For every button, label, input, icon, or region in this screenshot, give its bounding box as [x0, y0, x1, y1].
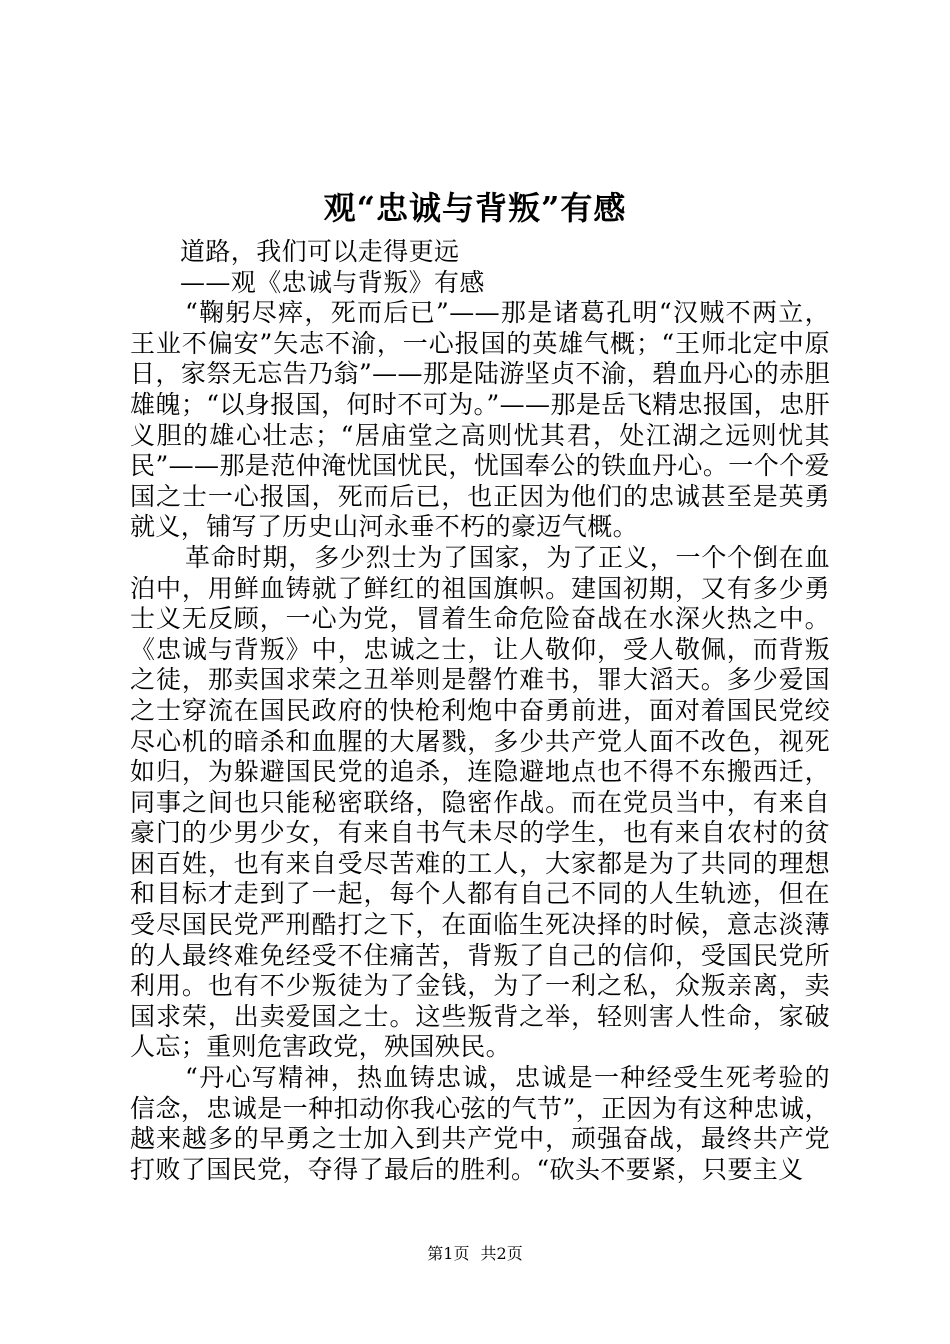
paragraph-1: “鞠躬尽瘁，死而后已”——那是诸葛孔明“汉贼不两立，王业不偏安”矢志不渝，一心报国的英雄气概；“王师北定中原日，家祭无忘告乃翁”——那是陆游坚贞不渝，碧血丹心的赤胆雄魄；“以身报国，何时不可为。”——那是岳飞精忠报国，忠肝义胆的雄心壮志；“居庙堂之高则忧其君，处江湖之远则忧其民”——那是范仲淹忧国忧民，忧国奉公的铁血丹心。一个个爱国之士一心报国，死而后已，也正因为他们的忠诚甚至是英勇就义，铺写了历史山河永垂不朽的豪迈气概。 [130, 298, 830, 542]
paragraph-2: 革命时期，多少烈士为了国家，为了正义，一个个倒在血泊中，用鲜血铸就了鲜红的祖国旗帜。建国初期，又有多少勇士义无反顾，一心为党，冒着生命危险奋战在水深火热之中。《忠诚与背叛》中，忠诚之士，让人敬仰，受人敬佩，而背叛之徒，那卖国求荣之丑举则是罄竹难书，罪大滔天。多少爱国之士穿流在国民政府的快枪利炮中奋勇前进，面对着国民党绞尽心机的暗杀和血腥的大屠戮，多少共产党人面不改色，视死如归，为躲避国民党的追杀，连隐避地点也不得不东搬西迁，同事之间也只能秘密联络，隐密作战。而在党员当中，有来自豪门的少男少女，有来自书气未尽的学生，也有来自农村的贫困百姓，也有来自受尽苦难的工人，大家都是为了共同的理想和目标才走到了一起，每个人都有自己不同的人生轨迹，但在受尽国民党严刑酷打之下，在面临生死决择的时候，意志淡薄的人最终难免经受不住痛苦，背叛了自己的信仰，受国民党所利用。也有不少叛徒为了金钱，为了一利之私，众叛亲离，卖国求荣，出卖爱国之士。这些叛背之举，轻则害人性命，家破人忘；重则危害政党，殃国殃民。 [130, 542, 830, 1062]
document-body [130, 237, 830, 1185]
subtitle-line-2: ——观《忠诚与背叛》有感 [180, 267, 485, 297]
document-title: 观“忠诚与背叛”有感 [323, 189, 627, 227]
page-footer [0, 1244, 950, 1264]
subtitle-line-1: 道路，我们可以走得更远 [180, 237, 460, 266]
page-total: 共2页 [480, 1244, 523, 1263]
page-number: 第1页 [427, 1244, 470, 1263]
paragraph-3: “丹心写精神，热血铸忠诚，忠诚是一种经受生死考验的信念，忠诚是一种扣动你我心弦的气节”，正因为有这种忠诚，越来越多的早勇之士加入到共产党中，顽强奋战，最终共产党打败了国民党，夺得了最后的胜利。“砍头不要紧，只要主义 [130, 1063, 830, 1184]
